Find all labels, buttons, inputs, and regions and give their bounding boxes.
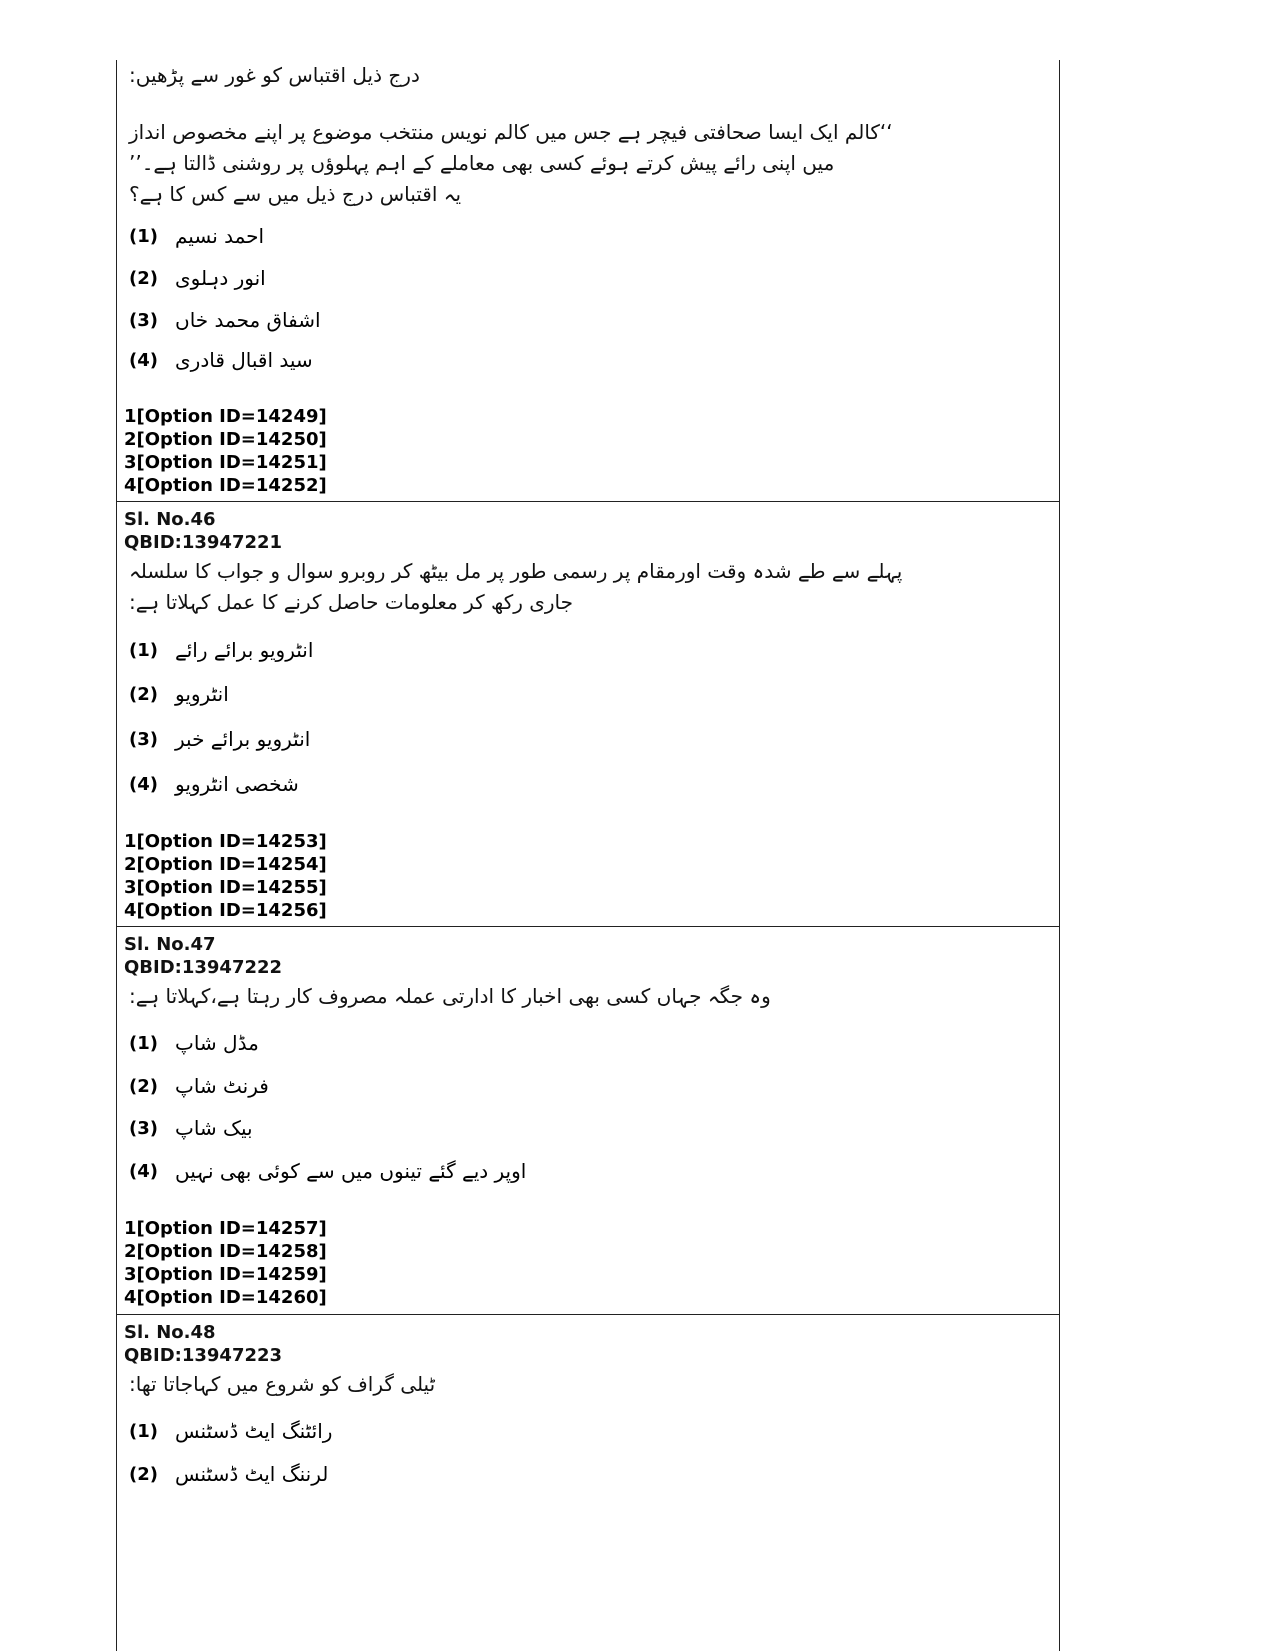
option-id: 1[Option ID=14249] [124,406,327,427]
question-block-48 [117,1315,1059,1651]
question-text [129,981,1009,1012]
option-1 [129,634,313,666]
question-text [129,1369,1009,1400]
option-id: 4[Option ID=14252] [124,475,327,496]
option-1 [129,220,264,252]
serial-number: Sl. No.48 [124,1322,216,1343]
passage-line: میں اپنی رائے پیش کرتے ہوئے کسی بھی معاملے کے اہم پہلوؤں پر روشنی ڈالتا ہے۔’’ [129,151,835,175]
option-3 [129,723,310,755]
option-text: سید اقبال قادری [175,348,313,372]
option-text: بیک شاپ [175,1116,253,1140]
question-paper-page [116,60,1060,1651]
option-number: (1) [129,639,158,661]
option-id: 1[Option ID=14253] [124,831,327,852]
passage-intro: درج ذیل اقتباس کو غور سے پڑھیں: [129,63,420,87]
option-text: فرنٹ شاپ [175,1074,269,1098]
option-id: 3[Option ID=14251] [124,452,327,473]
option-1 [129,1027,259,1059]
option-text: احمد نسیم [175,224,265,248]
question-line: پہلے سے طے شدہ وقت اورمقام پر رسمی طور پر مل بیٹھ کر روبرو سوال و جواب کا سلسلہ [129,559,903,583]
qbid: QBID:13947222 [124,957,283,978]
option-text: اشفاق محمد خاں [175,308,321,332]
option-2 [129,678,229,710]
option-id: 3[Option ID=14255] [124,877,327,898]
option-id-list [124,1217,327,1309]
option-text: انٹرویو [175,682,229,706]
option-id: 4[Option ID=14260] [124,1287,327,1308]
option-id-list [124,405,327,497]
question-line: وہ جگہ جہاں کسی بھی اخبار کا ادارتی عملہ مصروف کار رہتا ہے،کہلاتا ہے: [129,984,771,1008]
question-text [129,556,1009,618]
option-id: 4[Option ID=14256] [124,900,327,921]
option-number: (4) [129,1160,158,1182]
question-block-47 [117,927,1059,1315]
option-id: 2[Option ID=14254] [124,854,327,875]
option-text: انور دہلوی [175,266,266,290]
option-number: (1) [129,225,158,247]
option-text: شخصی انٹرویو [175,772,299,796]
option-number: (4) [129,349,158,371]
option-number: (2) [129,1075,158,1097]
option-3 [129,1112,253,1144]
option-number: (3) [129,1117,158,1139]
passage-line: ‘‘کالم ایک ایسا صحافتی فیچر ہے جس میں کالم نویس منتخب موضوع پر اپنے مخصوص انداز [129,120,893,144]
option-id: 1[Option ID=14257] [124,1218,327,1239]
qbid: QBID:13947223 [124,1345,283,1366]
option-1 [129,1415,332,1447]
serial-number: Sl. No.47 [124,934,216,955]
option-4 [129,768,299,800]
question-line: یہ اقتباس درج ذیل میں سے کس کا ہے؟ [129,182,462,206]
option-id-list [124,830,327,922]
option-2 [129,1458,328,1490]
option-text: لرننگ ایٹ ڈسٹنس [175,1462,329,1486]
option-id: 2[Option ID=14258] [124,1241,327,1262]
option-2 [129,262,266,294]
option-number: (2) [129,683,158,705]
option-text: رائٹنگ ایٹ ڈسٹنس [175,1419,333,1443]
option-number: (1) [129,1420,158,1442]
option-number: (3) [129,728,158,750]
option-2 [129,1070,269,1102]
option-4 [129,344,313,376]
option-number: (1) [129,1032,158,1054]
option-number: (2) [129,1463,158,1485]
option-number: (3) [129,309,158,331]
serial-number: Sl. No.46 [124,509,216,530]
option-3 [129,304,321,336]
option-number: (4) [129,773,158,795]
qbid: QBID:13947221 [124,532,283,553]
question-block-45 [117,60,1059,502]
question-line: جاری رکھ کر معلومات حاصل کرنے کا عمل کہلاتا ہے: [129,590,574,614]
question-block-46 [117,502,1059,927]
option-number: (2) [129,267,158,289]
option-text: انٹرویو برائے خبر [175,727,311,751]
option-text: مڈل شاپ [175,1031,259,1055]
option-id: 2[Option ID=14250] [124,429,327,450]
option-id: 3[Option ID=14259] [124,1264,327,1285]
question-line: ٹیلی گراف کو شروع میں کہاجاتا تھا: [129,1372,436,1396]
question-text [129,60,1009,210]
option-text: انٹرویو برائے رائے [175,638,314,662]
option-text: اوپر دیے گئے تینوں میں سے کوئی بھی نہیں [175,1159,527,1183]
option-4 [129,1155,526,1187]
